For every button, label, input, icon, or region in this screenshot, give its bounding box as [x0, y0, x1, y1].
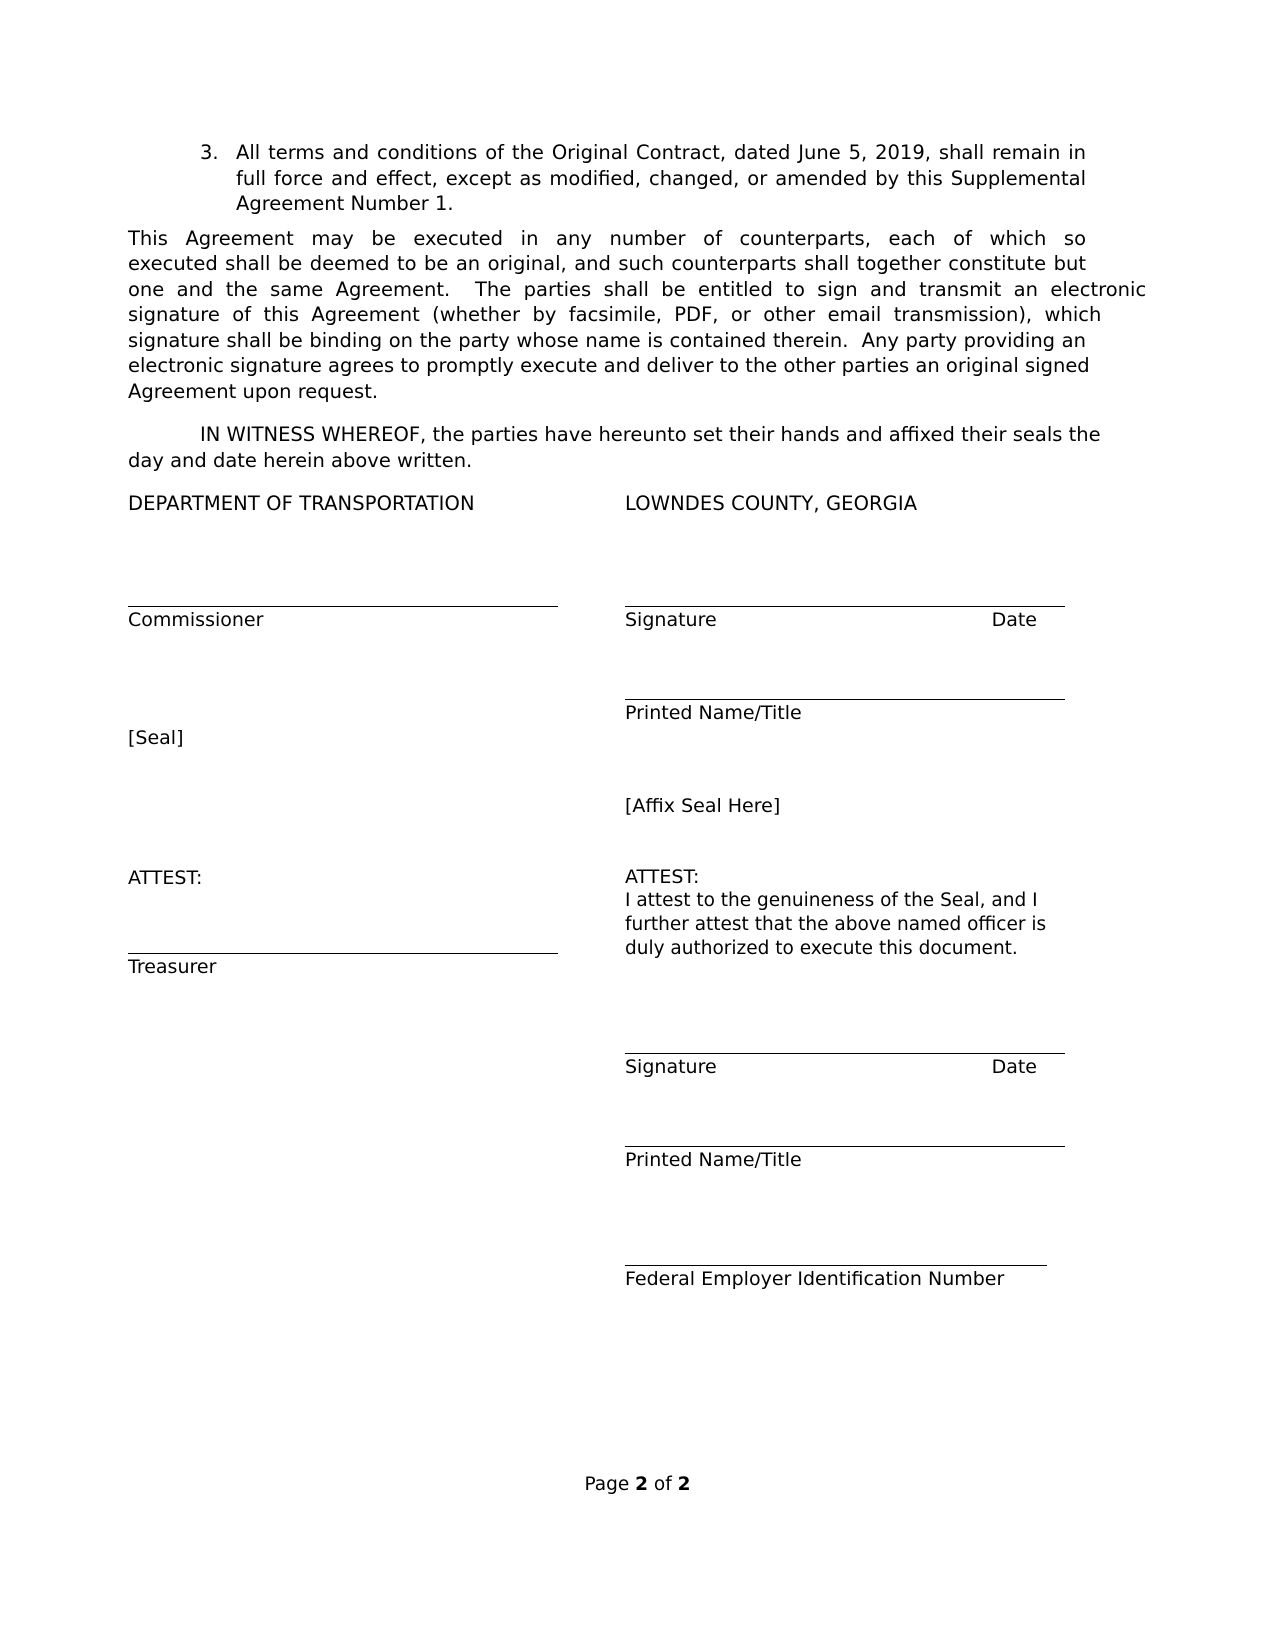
numbered-item-line-2: full force and effect, except as modified, changed, or amended by this Supplemental: [236, 166, 1086, 190]
document-body: [128, 140, 1147, 473]
printed-name-label-1: Printed Name/Title: [625, 702, 802, 724]
left-party-heading: DEPARTMENT OF TRANSPORTATION: [128, 492, 475, 515]
counterparts-line-6: electronic signature agrees to promptly execute and deliver to the other parties an original signed: [128, 354, 1090, 377]
footer-prefix: Page: [584, 1474, 636, 1495]
counterparts-line-4: signature of this Agreement (whether by facsimile, PDF, or other email transmission), which: [128, 303, 1102, 326]
numbered-item-3: [128, 140, 1086, 217]
right-party-heading: LOWNDES COUNTY, GEORGIA: [625, 492, 918, 515]
numbered-item-line-3: Agreement Number 1.: [236, 192, 454, 215]
footer-total-pages: 2: [677, 1474, 691, 1495]
counterparts-paragraph: [128, 226, 1147, 405]
attest-statement-line-1: I attest to the genuineness of the Seal, and I: [625, 890, 1038, 911]
right-attest-label: ATTEST:: [625, 866, 700, 888]
numbered-item-line-1: All terms and conditions of the Original Contract, dated June 5, 2019, shall remain in: [236, 141, 1086, 164]
counterparts-line-5: signature shall be binding on the party whose name is contained therein. Any party providing an: [128, 328, 1086, 352]
seal-placeholder-label: [Seal]: [128, 727, 184, 749]
printed-name-label-2: Printed Name/Title: [625, 1149, 802, 1171]
signature-column-right: [625, 492, 1065, 1291]
signature-label-1: Signature: [625, 609, 717, 631]
fein-label: Federal Employer Identification Number: [625, 1268, 1005, 1290]
treasurer-label: Treasurer: [128, 956, 217, 978]
counterparts-line-2: executed shall be deemed to be an original, and such counterparts shall together constitute but: [128, 252, 1086, 275]
witness-paragraph: [128, 422, 1101, 473]
counterparts-line-7: Agreement upon request.: [128, 379, 379, 403]
counterparts-line-3: one and the same Agreement. The parties shall be entitled to sign and transmit an electronic: [128, 277, 1147, 301]
commissioner-label: Commissioner: [128, 609, 264, 631]
page-footer: [0, 1474, 1275, 1495]
signature-column-left: [128, 492, 558, 979]
date-label-2: Date: [991, 1056, 1037, 1078]
counterparts-line-1: This Agreement may be executed in any number of counterparts, each of which so: [128, 226, 1086, 250]
attest-statement-line-2: further attest that the above named officer is: [625, 914, 1047, 935]
attest-statement-line-3: duly authorized to execute this document.: [625, 938, 1018, 959]
signature-date-row-1: [625, 607, 1065, 632]
attest-statement: [625, 889, 1065, 961]
footer-middle: of: [648, 1474, 678, 1495]
signature-date-row-2: [625, 1054, 1065, 1079]
numbered-item-text: [236, 140, 1086, 217]
left-attest-label: ATTEST:: [128, 867, 203, 889]
affix-seal-label: [Affix Seal Here]: [625, 795, 781, 817]
witness-line-1: IN WITNESS WHEREOF, the parties have hereunto set their hands and affixed their seals the: [200, 423, 1101, 446]
numbered-item-number: 3.: [200, 141, 219, 164]
witness-line-2: day and date herein above written.: [128, 448, 473, 472]
signature-label-2: Signature: [625, 1056, 717, 1078]
date-label-1: Date: [991, 609, 1037, 631]
footer-current-page: 2: [635, 1474, 649, 1495]
